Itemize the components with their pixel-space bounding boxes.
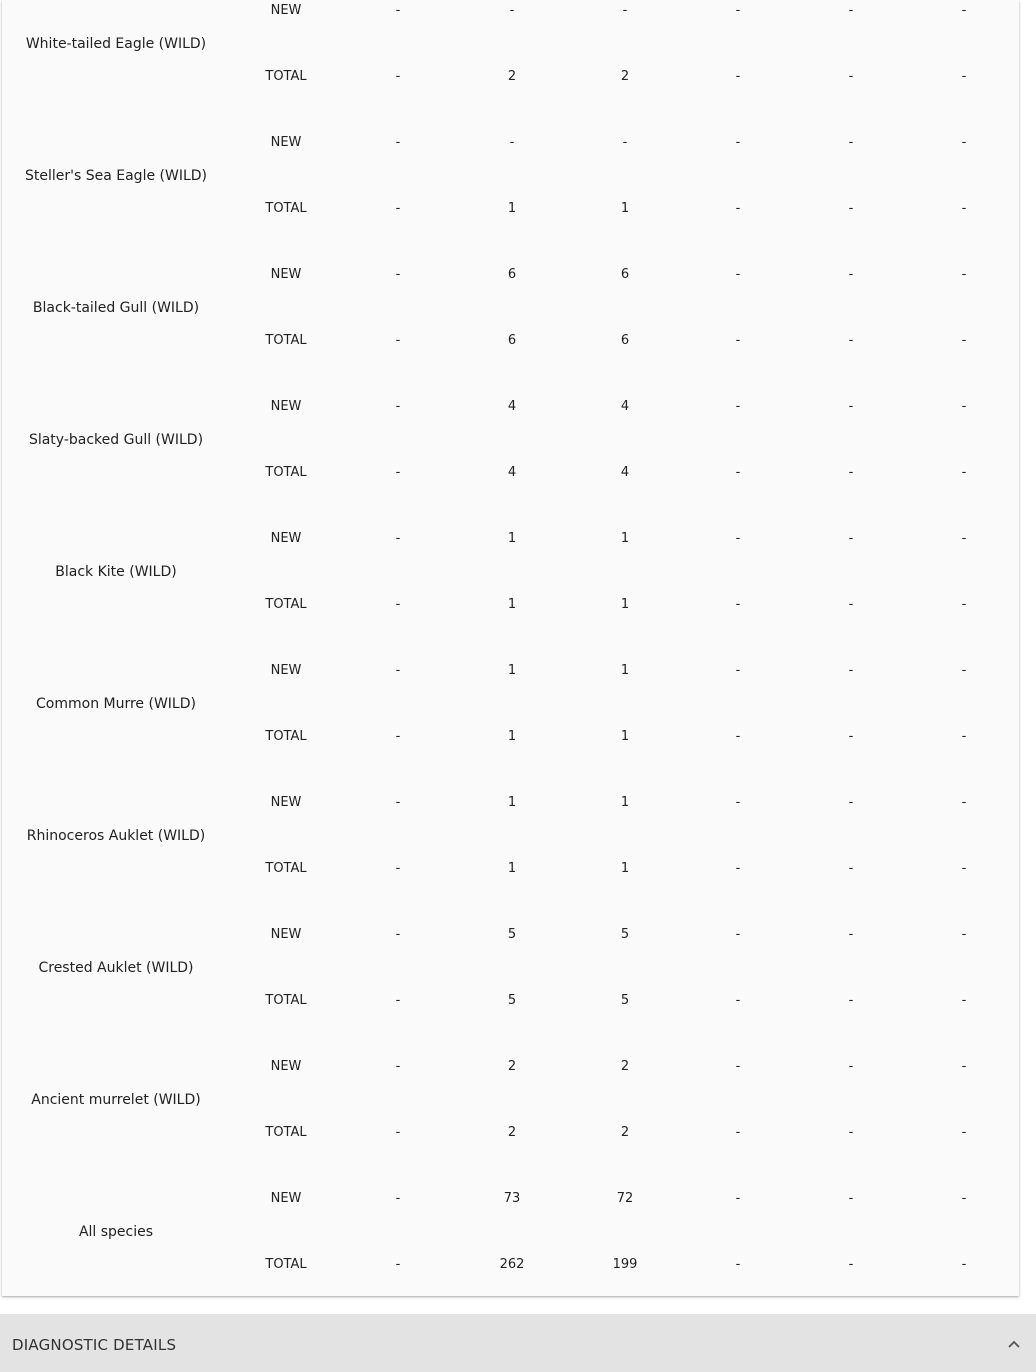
new-count-cell: 1 [507, 531, 517, 546]
new-count-cell: - [735, 135, 741, 150]
species-name: Common Murre (WILD) [36, 696, 196, 712]
new-count-cell: 2 [620, 1059, 630, 1074]
total-count-cell: - [848, 465, 854, 480]
species-name: White-tailed Eagle (WILD) [25, 36, 207, 52]
total-count-cell: 1 [620, 729, 630, 744]
new-count-cell: - [848, 399, 854, 414]
total-count-cell: 262 [499, 1257, 525, 1272]
total-count-cell: - [848, 201, 854, 216]
new-count-cell: - [961, 1059, 967, 1074]
total-count-cell: - [395, 993, 401, 1008]
total-row-label: TOTAL [265, 993, 307, 1008]
total-count-cell: 6 [620, 333, 630, 348]
new-count-cell: - [395, 399, 401, 414]
new-count-cell: - [395, 531, 401, 546]
species-name: All species [78, 1224, 154, 1240]
new-row-label: NEW [270, 399, 302, 414]
new-row-label: NEW [270, 531, 302, 546]
total-count-cell: - [961, 597, 967, 612]
new-count-cell: - [848, 3, 854, 18]
species-table-card [2, 0, 1019, 1296]
total-count-cell: 1 [620, 201, 630, 216]
total-count-cell: - [395, 465, 401, 480]
new-count-cell: - [735, 795, 741, 810]
new-count-cell: - [395, 267, 401, 282]
new-count-cell: - [961, 1191, 967, 1206]
total-count-cell: 2 [507, 69, 517, 84]
species-name: Black Kite (WILD) [55, 564, 177, 580]
total-count-cell: - [848, 333, 854, 348]
new-row-label: NEW [270, 795, 302, 810]
total-count-cell: - [961, 333, 967, 348]
new-count-cell: - [395, 135, 401, 150]
species-name: Steller's Sea Eagle (WILD) [25, 168, 207, 184]
total-count-cell: 1 [507, 597, 517, 612]
new-count-cell: - [961, 3, 967, 18]
total-row-label: TOTAL [265, 861, 307, 876]
total-count-cell: - [848, 597, 854, 612]
new-count-cell: - [848, 1059, 854, 1074]
total-count-cell: - [961, 69, 967, 84]
new-count-cell: - [395, 3, 401, 18]
new-row-label: NEW [270, 135, 302, 150]
new-count-cell: - [961, 399, 967, 414]
total-row-label: TOTAL [265, 201, 307, 216]
new-count-cell: - [848, 135, 854, 150]
new-row-label: NEW [270, 267, 302, 282]
new-count-cell: - [961, 135, 967, 150]
total-count-cell: - [848, 69, 854, 84]
total-count-cell: 199 [612, 1257, 638, 1272]
new-count-cell: - [848, 795, 854, 810]
new-row-label: NEW [270, 1059, 302, 1074]
total-count-cell: 1 [620, 597, 630, 612]
total-count-cell: - [395, 333, 401, 348]
new-count-cell: 1 [507, 795, 517, 810]
total-count-cell: 6 [507, 333, 517, 348]
total-count-cell: - [395, 729, 401, 744]
species-name: Ancient murrelet (WILD) [31, 1092, 201, 1108]
total-row-label: TOTAL [265, 597, 307, 612]
new-count-cell: - [961, 267, 967, 282]
total-count-cell: - [395, 69, 401, 84]
new-count-cell: - [735, 1059, 741, 1074]
species-name: Slaty-backed Gull (WILD) [28, 432, 204, 448]
total-count-cell: 4 [620, 465, 630, 480]
new-count-cell: - [848, 663, 854, 678]
new-count-cell: - [735, 531, 741, 546]
new-count-cell: 6 [507, 267, 517, 282]
new-count-cell: - [848, 927, 854, 942]
new-count-cell: - [395, 663, 401, 678]
species-name: Black-tailed Gull (WILD) [32, 300, 200, 316]
new-row-label: NEW [270, 1191, 302, 1206]
new-count-cell: 5 [507, 927, 517, 942]
total-count-cell: - [848, 729, 854, 744]
total-count-cell: - [735, 597, 741, 612]
total-row-label: TOTAL [265, 729, 307, 744]
total-count-cell: - [848, 861, 854, 876]
total-count-cell: - [961, 465, 967, 480]
new-count-cell: - [395, 795, 401, 810]
new-count-cell: - [509, 3, 515, 18]
total-count-cell: - [735, 465, 741, 480]
new-count-cell: 1 [620, 531, 630, 546]
new-count-cell: 5 [620, 927, 630, 942]
total-count-cell: - [395, 1125, 401, 1140]
total-row-label: TOTAL [265, 69, 307, 84]
total-row-label: TOTAL [265, 1257, 307, 1272]
new-count-cell: - [848, 1191, 854, 1206]
diagnostic-details-header[interactable] [0, 1314, 1036, 1372]
new-count-cell: - [395, 1059, 401, 1074]
new-count-cell: - [961, 795, 967, 810]
total-count-cell: - [735, 333, 741, 348]
total-count-cell: - [961, 1125, 967, 1140]
new-count-cell: - [735, 663, 741, 678]
total-count-cell: - [735, 1125, 741, 1140]
total-count-cell: 2 [620, 1125, 630, 1140]
new-count-cell: - [395, 1191, 401, 1206]
total-count-cell: - [735, 729, 741, 744]
new-count-cell: 1 [620, 663, 630, 678]
total-count-cell: - [735, 993, 741, 1008]
chevron-up-icon[interactable] [1004, 1336, 1024, 1350]
new-count-cell: - [622, 135, 628, 150]
total-count-cell: 1 [620, 861, 630, 876]
diagnostic-details-title: DIAGNOSTIC DETAILS [12, 1336, 177, 1354]
new-count-cell: 6 [620, 267, 630, 282]
total-row-label: TOTAL [265, 1125, 307, 1140]
total-count-cell: 4 [507, 465, 517, 480]
species-name: Rhinoceros Auklet (WILD) [26, 828, 206, 844]
total-count-cell: 5 [620, 993, 630, 1008]
total-count-cell: - [395, 861, 401, 876]
new-count-cell: 72 [616, 1191, 634, 1206]
total-count-cell: - [395, 1257, 401, 1272]
new-count-cell: - [735, 3, 741, 18]
new-count-cell: - [395, 927, 401, 942]
new-count-cell: - [848, 267, 854, 282]
total-count-cell: - [848, 993, 854, 1008]
new-count-cell: 1 [507, 663, 517, 678]
new-count-cell: 2 [507, 1059, 517, 1074]
new-count-cell: - [735, 927, 741, 942]
new-count-cell: - [509, 135, 515, 150]
total-count-cell: 5 [507, 993, 517, 1008]
total-count-cell: 1 [507, 729, 517, 744]
total-count-cell: - [961, 201, 967, 216]
total-count-cell: - [735, 69, 741, 84]
new-count-cell: - [848, 531, 854, 546]
new-count-cell: - [961, 531, 967, 546]
total-count-cell: - [961, 729, 967, 744]
total-row-label: TOTAL [265, 333, 307, 348]
species-table [2, 0, 1019, 1296]
new-row-label: NEW [270, 927, 302, 942]
new-count-cell: - [735, 1191, 741, 1206]
species-name: Crested Auklet (WILD) [38, 960, 194, 976]
total-count-cell: - [961, 861, 967, 876]
total-count-cell: 1 [507, 201, 517, 216]
total-count-cell: - [848, 1125, 854, 1140]
new-row-label: NEW [270, 3, 302, 18]
new-count-cell: 1 [620, 795, 630, 810]
new-count-cell: - [961, 927, 967, 942]
new-count-cell: - [735, 399, 741, 414]
total-count-cell: - [735, 1257, 741, 1272]
new-count-cell: - [961, 663, 967, 678]
total-row-label: TOTAL [265, 465, 307, 480]
new-count-cell: 73 [503, 1191, 521, 1206]
total-count-cell: - [848, 1257, 854, 1272]
total-count-cell: - [395, 597, 401, 612]
new-count-cell: 4 [620, 399, 630, 414]
new-count-cell: - [735, 267, 741, 282]
total-count-cell: 1 [507, 861, 517, 876]
total-count-cell: - [961, 1257, 967, 1272]
total-count-cell: - [735, 861, 741, 876]
total-count-cell: 2 [507, 1125, 517, 1140]
total-count-cell: 2 [620, 69, 630, 84]
total-count-cell: - [395, 201, 401, 216]
total-count-cell: - [735, 201, 741, 216]
new-row-label: NEW [270, 663, 302, 678]
new-count-cell: - [622, 3, 628, 18]
new-count-cell: 4 [507, 399, 517, 414]
total-count-cell: - [961, 993, 967, 1008]
